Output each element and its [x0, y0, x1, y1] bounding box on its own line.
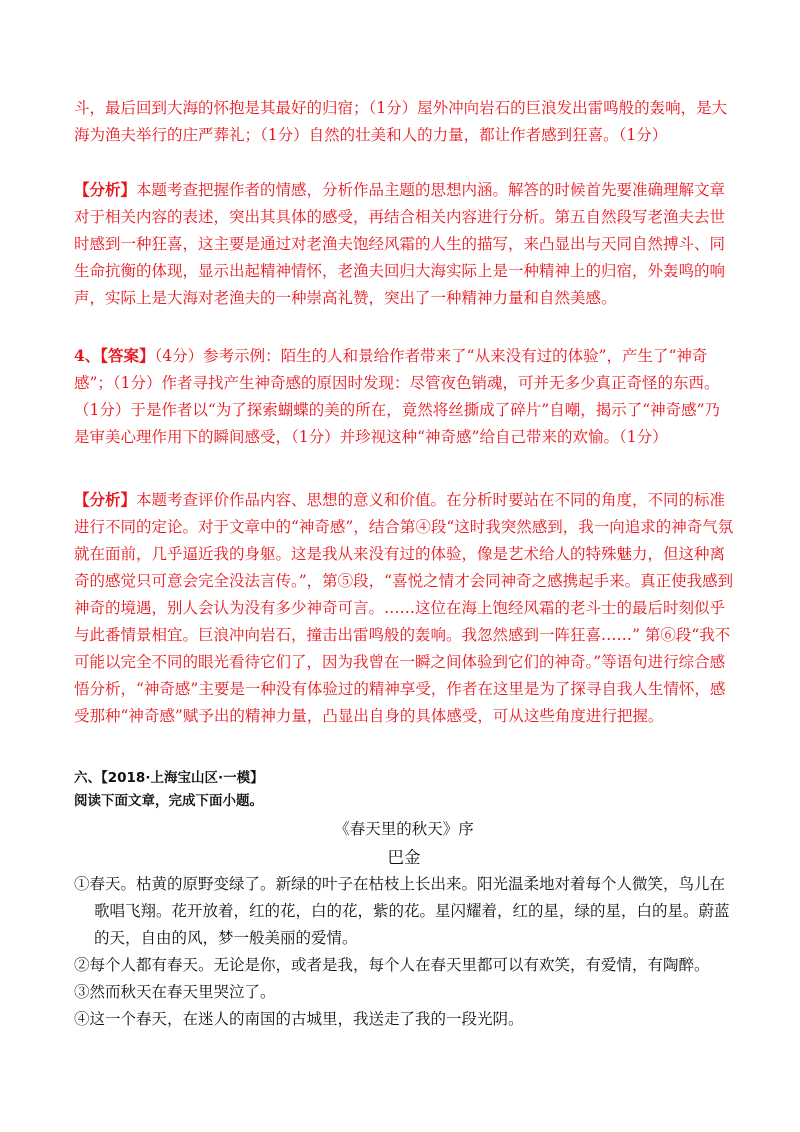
article-paragraph-4: ④这一个春天，在迷人的南国的古城里，我送走了我的一段光阴。	[74, 1010, 524, 1028]
article-author: 巴金	[387, 848, 421, 867]
answer-4-text: （4分）参考示例：陌生的人和景给作者带来了“从来没有过的体验”，产生了“神奇感”；（1分）作者寻找产生神奇感的原因时发现：尽管夜色销魂，可并无多少真正奇怪的东西。（1分）于是作者以“为了探索蝴蝶的美的所在，竟然将丝撕成了碎片”自嘲，揭示了“神奇感”乃是审美心理作用下的瞬间感受，（1分）并珍视这种“神奇感”给自己带来的欢愉。（1分）	[74, 347, 721, 446]
analysis-3-text: 本题考查把握作者的情感，分析作品主题的思想内涵。解答的时候首先要准确理解文章对于相关内容的表述，突出其具体的感受，再结合相关内容进行分析。第五自然段写老渔夫去世时感到一种狂喜，这主要是通过对老渔夫饱经风霜的人生的描写，来凸显出与天同自然搏斗、同生命抗衡的体现，显示出起精神情怀，老渔夫回归大海实际上是一种精神上的归宿，外轰鸣的响声，实际上是大海对老渔夫的一种崇高礼赞，突出了一种精神力量和自然美感。	[74, 181, 726, 307]
answer-3-text: 斗，最后回到大海的怀抱是其最好的归宿；（1分）屋外冲向岩石的巨浪发出雷鸣般的轰响，是大海为渔夫举行的庄严葬礼；（1分）自然的壮美和人的力量，都让作者感到狂喜。（1分）	[74, 99, 728, 144]
analysis-4-text: 本题考查评价作品内容、思想的意义和价值。在分析时要站在不同的角度，不同的标准进行不同的定论。对于文章中的“神奇感”，结合第④段“这时我突然感到，我一向追求的神奇气氛就在面前，几乎逼近我的身躯。这是我从来没有过的体验，像是艺术给人的特殊魅力，但这种离奇的感觉只可意会完全没法言传。”，第⑤段，“喜悦之情才会同神奇之感携起手来。真正使我感到神奇的境遇，别人会认为没有多少神奇可言。……这位在海上饱经风霜的老斗士的最后时刻似乎与此番情景相宜。巨浪冲向岩石，撞击出雷鸣般的轰响。我忽然感到一阵狂喜……” 第⑥段“我不可能以完全不同的眼光看待它们了，因为我曾在一瞬之间体验到它们的神奇。”等语句进行综合感悟分析，“神奇感”主要是一种没有体验过的精神享受，作者在这里是为了探寻自我人生情怀，感受那种“神奇感”赋予出的精神力量，凸显出自身的具体感受，可从这些角度进行把握。	[74, 491, 734, 725]
analysis-4	[74, 486, 734, 730]
analysis-4-tag: 【分析】	[74, 490, 137, 509]
article-paragraph-3: ③然而秋天在春天里哭泣了。	[74, 983, 276, 1001]
section-6-header: 六、【2018·上海宝山区·一模】	[74, 770, 264, 786]
article-paragraph-2: ②每个人都有春天。无论是你，或者是我，每个人在春天里都可以有欢笑，有爱情，有陶醉。	[74, 956, 710, 974]
answer-4	[74, 342, 734, 451]
analysis-3-tag: 【分析】	[74, 180, 137, 199]
answer-4-tag: 4、【答案】	[74, 346, 155, 365]
analysis-3	[74, 176, 734, 312]
article-paragraph-1: ①春天。枯黄的原野变绿了。新绿的叶子在枯枝上长出来。阳光温柔地对着每个人微笑，鸟儿在歌唱飞翔。花开放着，红的花，白的花，紫的花。星闪耀着，红的星，绿的星，白的星。蔚蓝的天，自由的风，梦一般美丽的爱情。	[74, 875, 730, 947]
article-title: 《春天里的秋天》序	[334, 820, 474, 838]
section-6-instruction: 阅读下面文章，完成下面小题。	[74, 793, 263, 809]
answer-3-continuation	[74, 95, 734, 149]
article-body	[74, 871, 734, 1033]
